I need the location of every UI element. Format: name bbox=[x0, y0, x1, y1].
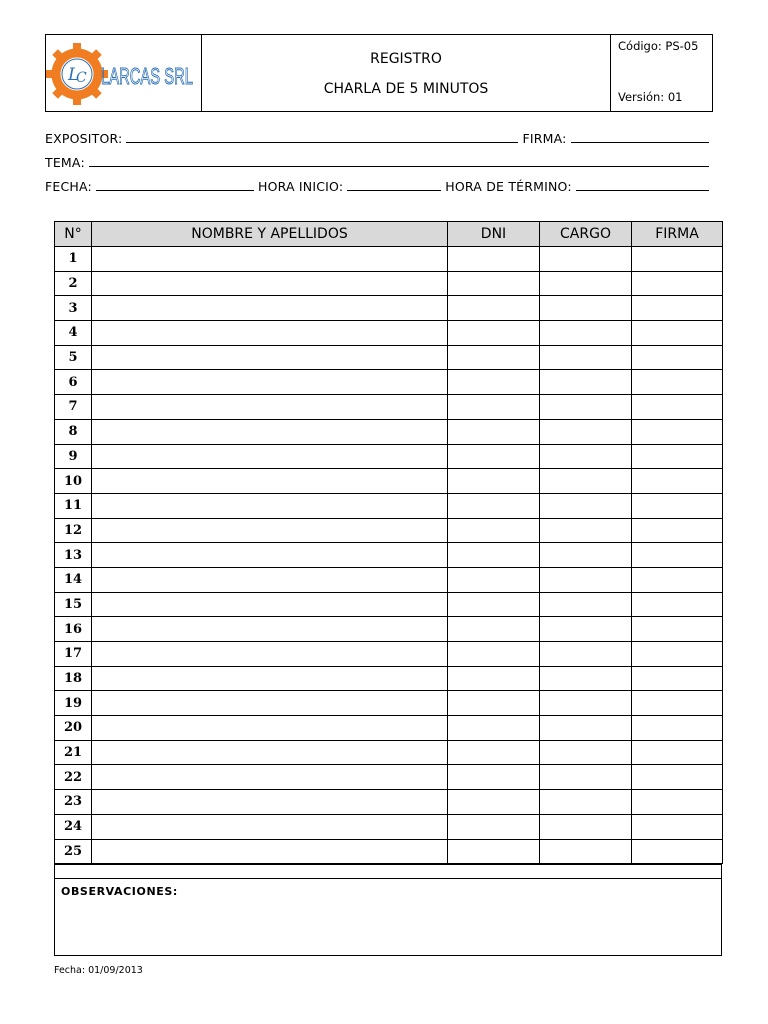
row-number: 5 bbox=[55, 345, 92, 370]
cargo-cell[interactable] bbox=[540, 592, 632, 617]
row-number: 14 bbox=[55, 567, 92, 592]
svg-text:L: L bbox=[67, 65, 79, 85]
form-subtitle: CHARLA DE 5 MINUTOS bbox=[323, 81, 489, 97]
cargo-cell[interactable] bbox=[540, 617, 632, 642]
tema-label: TEMA: bbox=[45, 155, 85, 170]
firma-cell[interactable] bbox=[632, 716, 723, 741]
col-header-firma: FIRMA bbox=[632, 222, 723, 247]
tema-row bbox=[45, 152, 713, 170]
hora-termino-label: HORA DE TÉRMINO: bbox=[445, 179, 572, 194]
firma-cell[interactable] bbox=[632, 419, 723, 444]
observations-box bbox=[54, 864, 722, 956]
cargo-cell[interactable] bbox=[540, 666, 632, 691]
row-number: 9 bbox=[55, 444, 92, 469]
firma-cell[interactable] bbox=[632, 592, 723, 617]
firma-cell[interactable] bbox=[632, 469, 723, 494]
table-row bbox=[55, 296, 723, 321]
row-number: 4 bbox=[55, 321, 92, 346]
name-cell[interactable] bbox=[92, 247, 448, 272]
cargo-cell[interactable] bbox=[540, 493, 632, 518]
dni-cell[interactable] bbox=[448, 493, 540, 518]
firma-cell[interactable] bbox=[632, 518, 723, 543]
name-cell[interactable] bbox=[92, 518, 448, 543]
dni-cell[interactable] bbox=[448, 567, 540, 592]
firma-cell[interactable] bbox=[632, 543, 723, 568]
table-row bbox=[55, 642, 723, 667]
name-cell[interactable] bbox=[92, 790, 448, 815]
firma-cell[interactable] bbox=[632, 765, 723, 790]
cargo-cell[interactable] bbox=[540, 716, 632, 741]
row-number: 22 bbox=[55, 765, 92, 790]
table-row bbox=[55, 518, 723, 543]
row-number: 10 bbox=[55, 469, 92, 494]
row-number: 16 bbox=[55, 617, 92, 642]
name-cell[interactable] bbox=[92, 271, 448, 296]
name-cell[interactable] bbox=[92, 493, 448, 518]
row-number: 11 bbox=[55, 493, 92, 518]
dni-cell[interactable] bbox=[448, 345, 540, 370]
table-row bbox=[55, 567, 723, 592]
row-number: 19 bbox=[55, 691, 92, 716]
name-cell[interactable] bbox=[92, 567, 448, 592]
cargo-cell[interactable] bbox=[540, 469, 632, 494]
dni-cell[interactable] bbox=[448, 518, 540, 543]
expositor-row bbox=[45, 128, 713, 146]
name-cell[interactable] bbox=[92, 716, 448, 741]
form-title-block bbox=[202, 35, 611, 111]
cargo-cell[interactable] bbox=[540, 345, 632, 370]
fecha-label: FECHA: bbox=[45, 179, 92, 194]
dni-cell[interactable] bbox=[448, 642, 540, 667]
attendance-table bbox=[54, 221, 723, 864]
firma-cell[interactable] bbox=[632, 691, 723, 716]
firma-cell[interactable] bbox=[632, 642, 723, 667]
firma-cell[interactable] bbox=[632, 444, 723, 469]
firma-cell[interactable] bbox=[632, 345, 723, 370]
name-cell[interactable] bbox=[92, 666, 448, 691]
expositor-label: EXPOSITOR: bbox=[45, 131, 123, 146]
row-number: 3 bbox=[55, 296, 92, 321]
name-cell[interactable] bbox=[92, 321, 448, 346]
name-cell[interactable] bbox=[92, 444, 448, 469]
firma-label: FIRMA: bbox=[522, 131, 567, 146]
table-row bbox=[55, 271, 723, 296]
name-cell[interactable] bbox=[92, 296, 448, 321]
logo-text: LARCAS SRL bbox=[100, 63, 193, 89]
name-cell[interactable] bbox=[92, 740, 448, 765]
dni-cell[interactable] bbox=[448, 814, 540, 839]
row-number: 8 bbox=[55, 419, 92, 444]
table-row bbox=[55, 444, 723, 469]
dni-cell[interactable] bbox=[448, 765, 540, 790]
table-row bbox=[55, 469, 723, 494]
firma-cell[interactable] bbox=[632, 493, 723, 518]
cargo-cell[interactable] bbox=[540, 419, 632, 444]
expositor-field[interactable] bbox=[126, 142, 518, 143]
col-header-cargo: CARGO bbox=[540, 222, 632, 247]
row-number: 13 bbox=[55, 543, 92, 568]
form-code: Código: PS-05 bbox=[618, 39, 699, 53]
table-row bbox=[55, 790, 723, 815]
row-number: 18 bbox=[55, 666, 92, 691]
gear-logo-icon bbox=[49, 36, 199, 110]
name-cell[interactable] bbox=[92, 469, 448, 494]
footer-date: Fecha: 01/09/2013 bbox=[54, 965, 143, 976]
row-number: 25 bbox=[55, 839, 92, 864]
table-row bbox=[55, 666, 723, 691]
svg-text:C: C bbox=[75, 70, 87, 86]
cargo-cell[interactable] bbox=[540, 543, 632, 568]
name-cell[interactable] bbox=[92, 814, 448, 839]
cargo-cell[interactable] bbox=[540, 790, 632, 815]
dni-cell[interactable] bbox=[448, 839, 540, 864]
name-cell[interactable] bbox=[92, 642, 448, 667]
name-cell[interactable] bbox=[92, 691, 448, 716]
col-header-name: NOMBRE Y APELLIDOS bbox=[92, 222, 448, 247]
form-meta bbox=[611, 35, 712, 111]
dni-cell[interactable] bbox=[448, 247, 540, 272]
dni-cell[interactable] bbox=[448, 444, 540, 469]
table-row bbox=[55, 765, 723, 790]
table-row bbox=[55, 370, 723, 395]
cargo-cell[interactable] bbox=[540, 765, 632, 790]
tema-field[interactable] bbox=[89, 166, 709, 167]
table-row bbox=[55, 543, 723, 568]
table-row bbox=[55, 814, 723, 839]
cargo-cell[interactable] bbox=[540, 444, 632, 469]
dni-cell[interactable] bbox=[448, 321, 540, 346]
table-row bbox=[55, 493, 723, 518]
row-number: 24 bbox=[55, 814, 92, 839]
firma-cell[interactable] bbox=[632, 666, 723, 691]
table-row bbox=[55, 740, 723, 765]
name-cell[interactable] bbox=[92, 419, 448, 444]
cargo-cell[interactable] bbox=[540, 814, 632, 839]
cargo-cell[interactable] bbox=[540, 642, 632, 667]
company-logo bbox=[46, 35, 202, 111]
table-row bbox=[55, 617, 723, 642]
dni-cell[interactable] bbox=[448, 271, 540, 296]
firma-cell[interactable] bbox=[632, 296, 723, 321]
table-row bbox=[55, 345, 723, 370]
row-number: 1 bbox=[55, 247, 92, 272]
dni-cell[interactable] bbox=[448, 395, 540, 420]
name-cell[interactable] bbox=[92, 395, 448, 420]
form-header bbox=[45, 34, 713, 112]
expositor-firma-field[interactable] bbox=[571, 142, 709, 143]
col-header-number: N° bbox=[55, 222, 92, 247]
row-number: 23 bbox=[55, 790, 92, 815]
table-row bbox=[55, 321, 723, 346]
dni-cell[interactable] bbox=[448, 296, 540, 321]
cargo-cell[interactable] bbox=[540, 296, 632, 321]
row-number: 6 bbox=[55, 370, 92, 395]
dni-cell[interactable] bbox=[448, 543, 540, 568]
hora-inicio-label: HORA INICIO: bbox=[257, 179, 344, 194]
table-row bbox=[55, 592, 723, 617]
table-row bbox=[55, 247, 723, 272]
dni-cell[interactable] bbox=[448, 592, 540, 617]
name-cell[interactable] bbox=[92, 617, 448, 642]
firma-cell[interactable] bbox=[632, 740, 723, 765]
dni-cell[interactable] bbox=[448, 740, 540, 765]
observations-area[interactable] bbox=[54, 878, 722, 956]
row-number: 15 bbox=[55, 592, 92, 617]
form-title: REGISTRO bbox=[370, 51, 442, 67]
table-row bbox=[55, 691, 723, 716]
firma-cell[interactable] bbox=[632, 395, 723, 420]
name-cell[interactable] bbox=[92, 592, 448, 617]
dni-cell[interactable] bbox=[448, 691, 540, 716]
dni-cell[interactable] bbox=[448, 617, 540, 642]
fecha-field[interactable] bbox=[96, 190, 254, 191]
row-number: 7 bbox=[55, 395, 92, 420]
observations-label: OBSERVACIONES: bbox=[61, 885, 178, 898]
name-cell[interactable] bbox=[92, 370, 448, 395]
cargo-cell[interactable] bbox=[540, 740, 632, 765]
row-number: 17 bbox=[55, 642, 92, 667]
firma-cell[interactable] bbox=[632, 790, 723, 815]
form-version: Versión: 01 bbox=[618, 90, 683, 104]
cargo-cell[interactable] bbox=[540, 247, 632, 272]
table-row bbox=[55, 395, 723, 420]
table-row bbox=[55, 716, 723, 741]
firma-cell[interactable] bbox=[632, 321, 723, 346]
cargo-cell[interactable] bbox=[540, 691, 632, 716]
dni-cell[interactable] bbox=[448, 716, 540, 741]
dni-cell[interactable] bbox=[448, 469, 540, 494]
attendance-table-wrap bbox=[54, 221, 722, 864]
firma-cell[interactable] bbox=[632, 814, 723, 839]
firma-cell[interactable] bbox=[632, 271, 723, 296]
cargo-cell[interactable] bbox=[540, 518, 632, 543]
col-header-dni: DNI bbox=[448, 222, 540, 247]
fecha-row bbox=[45, 176, 713, 194]
firma-cell[interactable] bbox=[632, 839, 723, 864]
hora-inicio-field[interactable] bbox=[347, 190, 441, 191]
table-row bbox=[55, 419, 723, 444]
name-cell[interactable] bbox=[92, 839, 448, 864]
hora-termino-field[interactable] bbox=[576, 190, 709, 191]
dni-cell[interactable] bbox=[448, 790, 540, 815]
firma-cell[interactable] bbox=[632, 247, 723, 272]
dni-cell[interactable] bbox=[448, 666, 540, 691]
row-number: 2 bbox=[55, 271, 92, 296]
row-number: 12 bbox=[55, 518, 92, 543]
row-number: 20 bbox=[55, 716, 92, 741]
name-cell[interactable] bbox=[92, 543, 448, 568]
cargo-cell[interactable] bbox=[540, 395, 632, 420]
firma-cell[interactable] bbox=[632, 370, 723, 395]
cargo-cell[interactable] bbox=[540, 567, 632, 592]
cargo-cell[interactable] bbox=[540, 839, 632, 864]
cargo-cell[interactable] bbox=[540, 271, 632, 296]
dni-cell[interactable] bbox=[448, 419, 540, 444]
table-row bbox=[55, 839, 723, 864]
cargo-cell[interactable] bbox=[540, 370, 632, 395]
firma-cell[interactable] bbox=[632, 617, 723, 642]
cargo-cell[interactable] bbox=[540, 321, 632, 346]
firma-cell[interactable] bbox=[632, 567, 723, 592]
table-header-row bbox=[55, 222, 723, 247]
row-number: 21 bbox=[55, 740, 92, 765]
dni-cell[interactable] bbox=[448, 370, 540, 395]
name-cell[interactable] bbox=[92, 345, 448, 370]
name-cell[interactable] bbox=[92, 765, 448, 790]
